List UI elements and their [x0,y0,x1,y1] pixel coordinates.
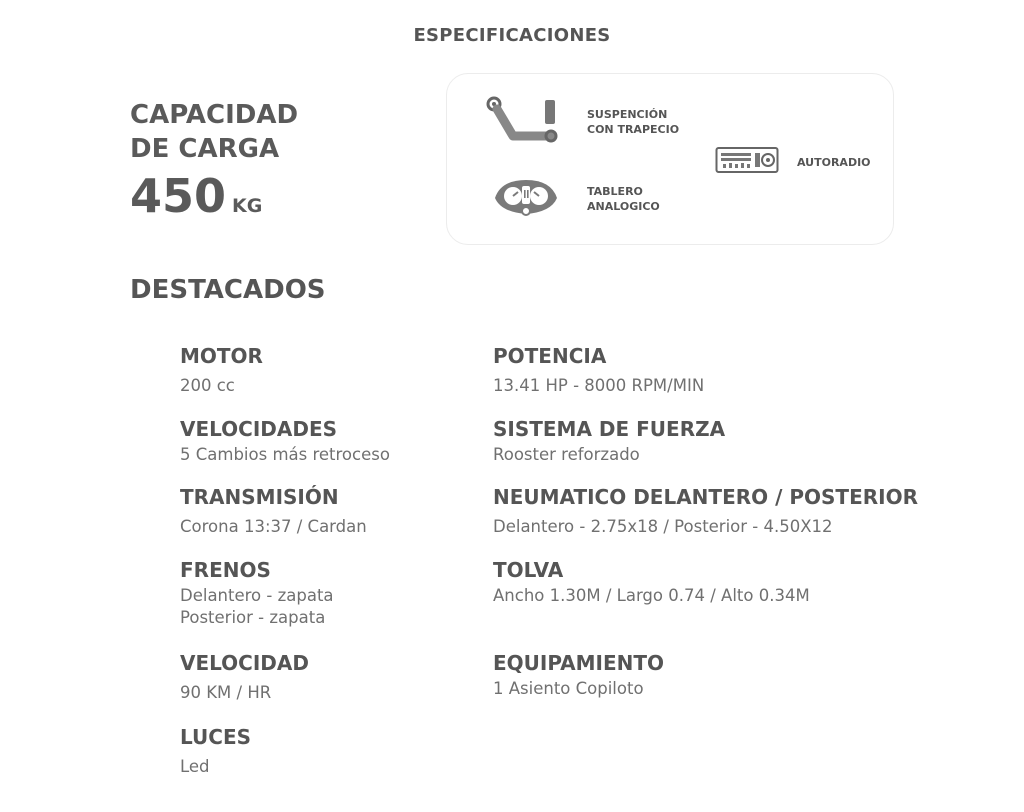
capacity-value [130,170,370,232]
section-title: ESPECIFICACIONES [413,25,611,46]
spec-value: Delantero - 2.75x18 / Posterior - 4.50X12 [493,517,833,536]
spec-name: EQUIPAMIENTO [493,651,665,675]
feature-dashboard [491,174,660,224]
spec-tolva [493,557,810,607]
spec-value: Ancho 1.30M / Largo 0.74 / Alto 0.34M [493,586,810,605]
highlights-title: DESTACADOS [130,275,326,305]
spec-value: Delantero - zapata [180,586,334,605]
capacity-label [130,98,370,166]
feature-suspension-label [587,107,679,137]
spec-sistema-fuerza [493,416,725,466]
radio-icon [715,146,779,178]
spec-name: MOTOR [180,344,263,368]
spec-name: NEUMATICO DELANTERO / POSTERIOR [493,485,918,509]
spec-name: LUCES [180,725,252,749]
feature-radio [715,146,871,178]
capacity-number: 450 [130,169,227,223]
spec-value: Corona 13:37 / Cardan [180,517,367,536]
spec-transmision [180,484,367,538]
spec-value: Rooster reforzado [493,445,640,464]
spec-value: 1 Asiento Copiloto [493,679,644,698]
feature-suspension [485,94,679,150]
spec-name: FRENOS [180,558,271,582]
spec-value: 5 Cambios más retroceso [180,445,390,464]
capacity-label-line1: CAPACIDAD [130,100,299,130]
feature-radio-label: AUTORADIO [797,155,871,169]
spec-velocidad [180,650,309,704]
spec-name: POTENCIA [493,344,607,368]
spec-name: VELOCIDADES [180,417,338,441]
spec-value-2: Posterior - zapata [180,608,326,627]
spec-neumatico [493,484,918,538]
spec-motor [180,343,263,397]
feature-dashboard-line2: ANALOGICO [587,200,660,213]
spec-value: 90 KM / HR [180,683,272,702]
spec-frenos [180,557,334,629]
feature-dashboard-line1: TABLERO [587,185,643,198]
capacity-label-line2: DE CARGA [130,134,280,164]
features-card [446,73,894,245]
spec-potencia [493,343,704,397]
spec-value: 200 cc [180,376,235,395]
spec-luces [180,724,251,778]
spec-name: SISTEMA DE FUERZA [493,417,726,441]
spec-value: 13.41 HP - 8000 RPM/MIN [493,376,705,395]
feature-suspension-line2: CON TRAPECIO [587,123,680,136]
dashboard-icon [491,174,561,224]
suspension-icon [485,94,565,150]
spec-equipamiento [493,650,664,700]
load-capacity [130,98,370,232]
capacity-unit: KG [232,195,263,217]
spec-name: TRANSMISIÓN [180,485,339,509]
feature-dashboard-label [587,184,660,214]
spec-name: TOLVA [493,558,564,582]
spec-name: VELOCIDAD [180,651,309,675]
spec-velocidades [180,416,390,466]
spec-value: Led [180,757,210,776]
feature-suspension-line1: SUSPENCIÓN [587,108,668,121]
